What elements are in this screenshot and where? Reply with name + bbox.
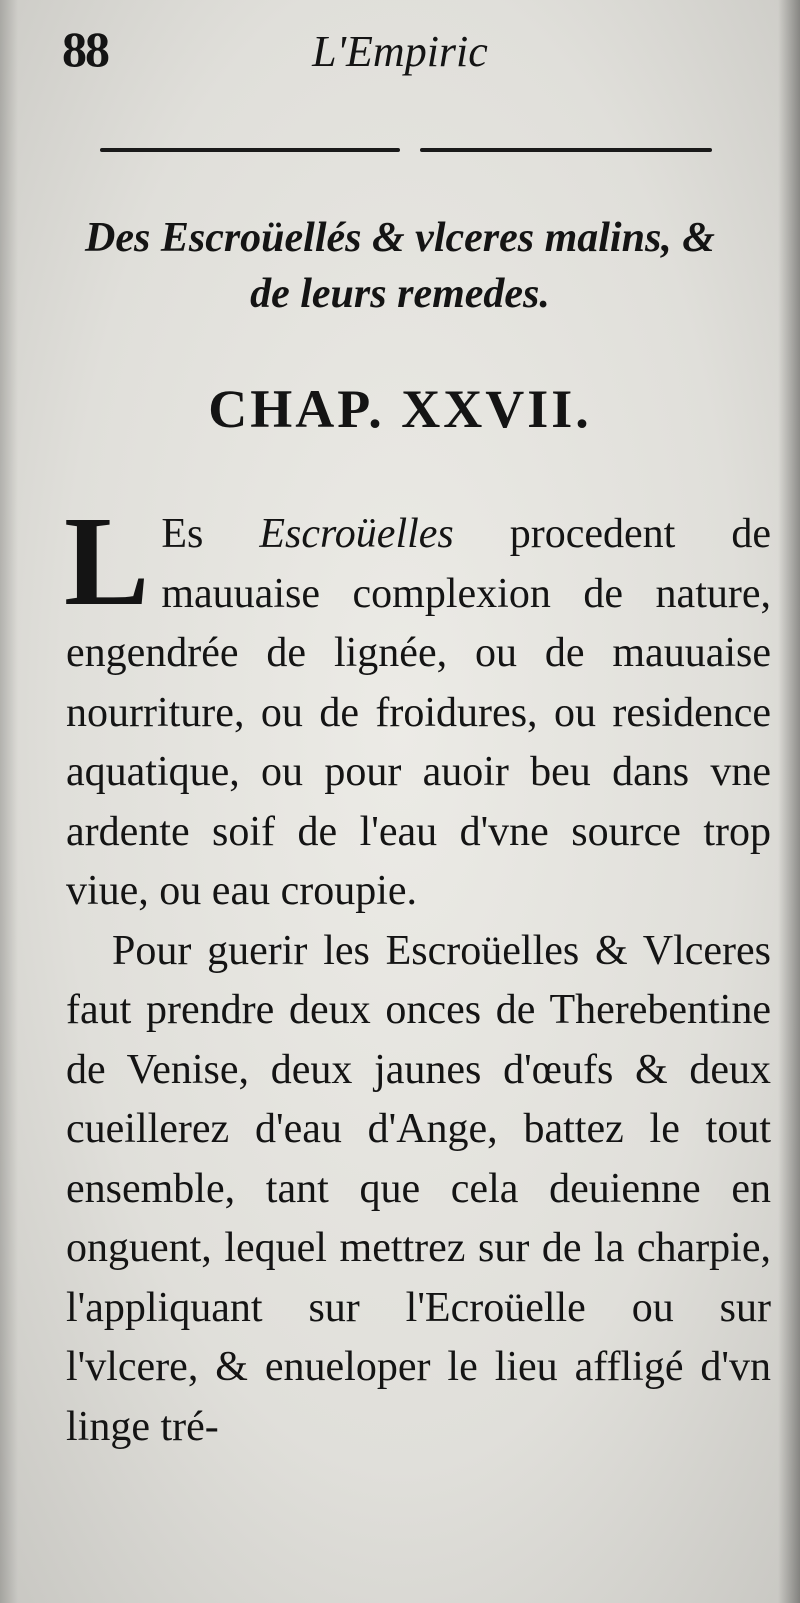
chapter-title — [0, 210, 800, 322]
body-text — [64, 490, 771, 1457]
chapter-heading: CHAP. XXVII. — [208, 379, 592, 439]
header-rule-left — [100, 148, 400, 152]
paragraph-1-lead: Es — [161, 511, 260, 557]
running-head: L'Empiric — [312, 27, 488, 76]
header-rule-right — [420, 148, 712, 152]
paragraph-2: Pour guerir les Escroüelles & Vlceres faut prendre deux onces de Therebentine de Venise, deux jaunes d'œufs & deux cueillerez d'eau d'Ange, battez le tout ensemble, tant que cela deuienne en onguent, lequel mettrez sur de la charpie, l'appliquant sur l'Ecroüelle ou sur l'vlcere, & enueloper le lieu affligé d'vn linge tré- — [66, 927, 771, 1450]
chapter-title-line-1: Des Escroüellés & vlceres malins, & — [85, 215, 715, 261]
chapter-title-line-2: de leurs remedes. — [250, 271, 550, 317]
drop-cap: L — [64, 490, 150, 632]
paragraph-1-italic-term: Escroüelles — [259, 511, 454, 557]
paragraph-1-text: procedent de mauuaise complexion de nature, engendrée de lignée, ou de mauuaise nourriture, ou de froidures, ou residence aquatique, ou pour auoir beu dans vne ardente soif de l'eau d'vne source trop viue, ou eau croupie. — [66, 511, 771, 914]
page-number: 88 — [62, 21, 108, 77]
paragraph-1 — [64, 490, 771, 922]
